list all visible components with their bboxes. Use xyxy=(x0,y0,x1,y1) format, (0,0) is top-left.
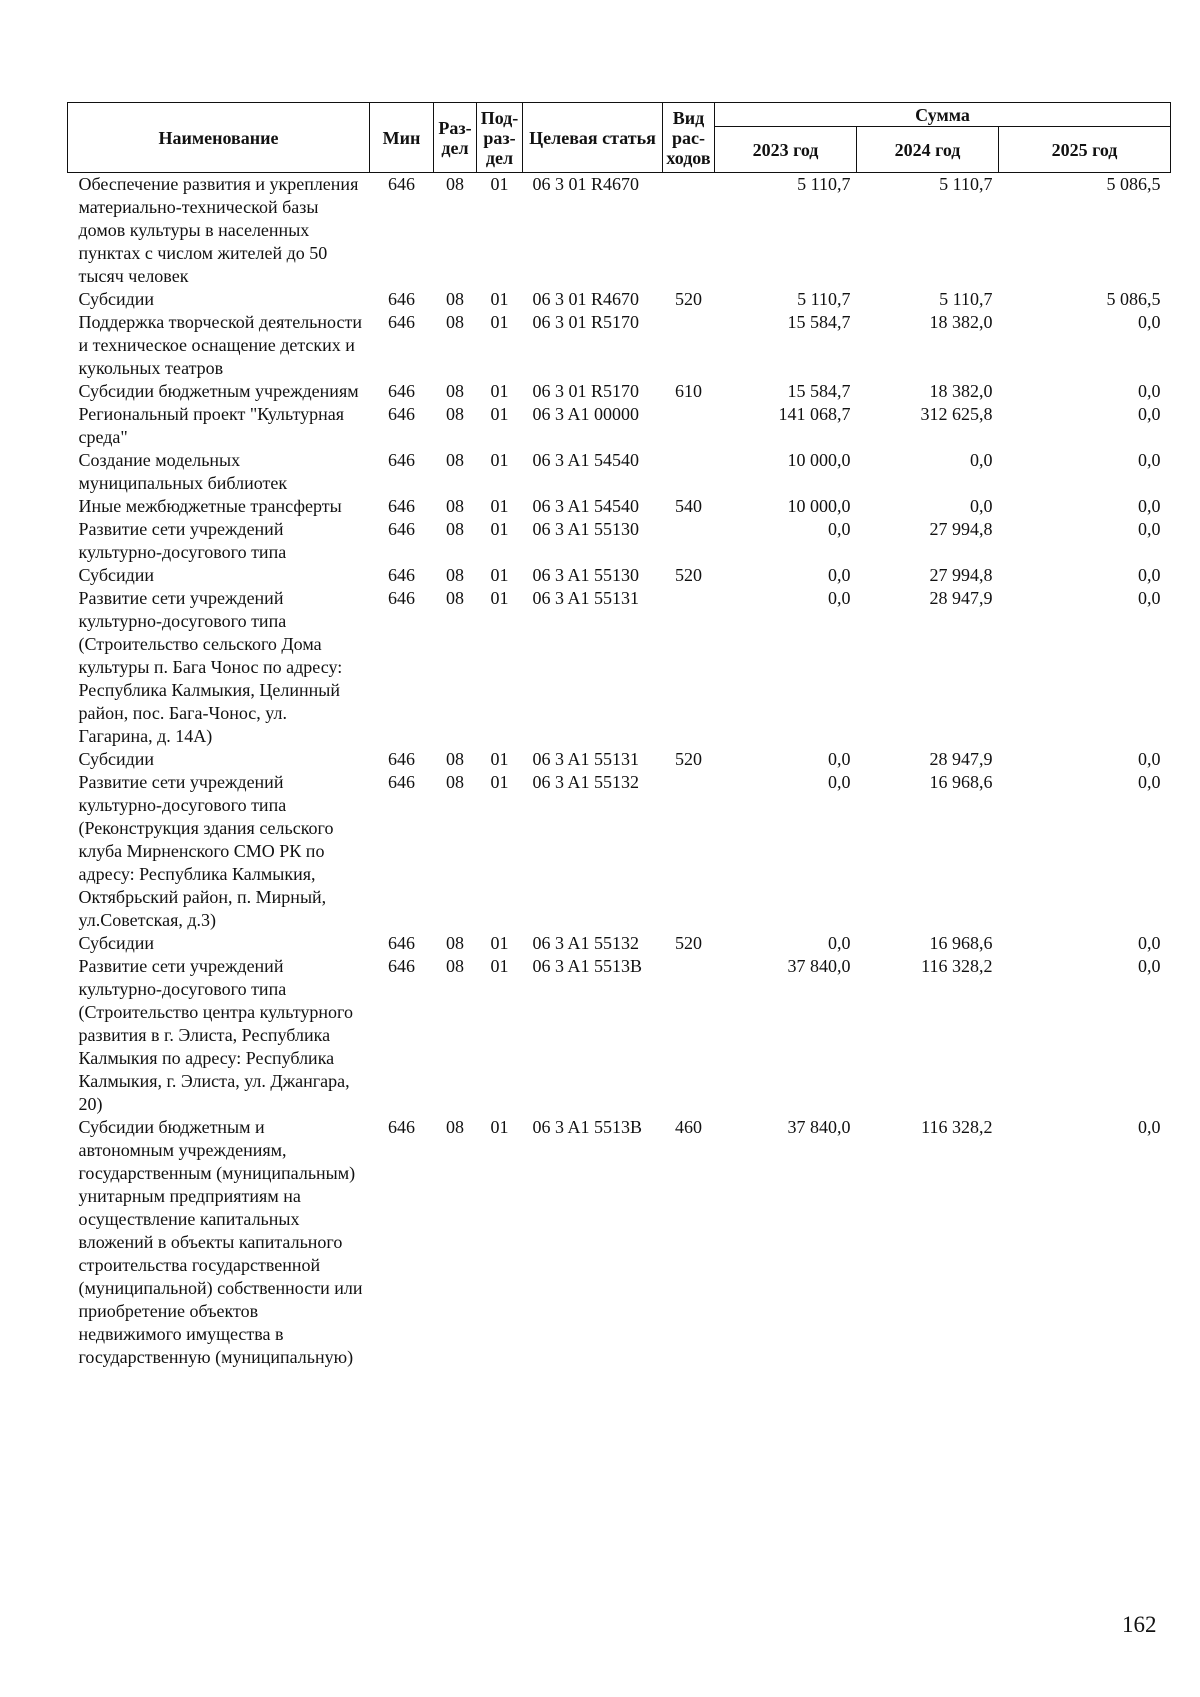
row-razdel: 08 xyxy=(446,933,464,953)
row-sum-2023: 0,0 xyxy=(828,772,851,792)
row-expense-type: 520 xyxy=(675,565,702,585)
row-podrazdel: 01 xyxy=(490,381,509,401)
table-row xyxy=(68,771,1171,932)
row-razdel: 08 xyxy=(446,496,464,516)
row-name: Субсидии бюджетным учреждениям xyxy=(78,381,359,401)
row-sum-2024: 116 328,2 xyxy=(921,1117,993,1137)
row-expense-type: 540 xyxy=(675,496,702,516)
row-name: Обеспечение развития и укрепления материально-технической базы домов культуры в населенных пунктах с числом жителей до 50 тысяч человек xyxy=(78,174,359,286)
row-min: 646 xyxy=(388,956,415,976)
row-min: 646 xyxy=(388,404,415,424)
row-podrazdel: 01 xyxy=(490,588,509,608)
row-podrazdel: 01 xyxy=(490,289,509,309)
row-name: Поддержка творческой деятельности и техническое оснащение детских и кукольных театров xyxy=(78,312,362,378)
table-row xyxy=(68,748,1171,771)
row-razdel: 08 xyxy=(446,381,464,401)
row-sum-2025: 0,0 xyxy=(1138,312,1161,332)
row-sum-2025: 0,0 xyxy=(1138,381,1161,401)
row-min: 646 xyxy=(388,749,415,769)
table-row xyxy=(68,288,1171,311)
row-target-article: 06 3 A1 5513В xyxy=(532,1117,643,1137)
row-min: 646 xyxy=(388,174,415,194)
row-sum-2024: 27 994,8 xyxy=(929,565,993,585)
row-target-article: 06 3 01 R5170 xyxy=(532,312,640,332)
row-sum-2024: 18 382,0 xyxy=(929,312,993,332)
row-name: Развитие сети учреждений культурно-досугового типа (Реконструкция здания сельского клуба Мирненского СМО РК по адресу: Республика Калмыкия, Октябрьский район, п. Мирный, ул.Советская, д.3) xyxy=(78,772,334,930)
row-podrazdel: 01 xyxy=(490,933,509,953)
row-min: 646 xyxy=(388,381,415,401)
row-name: Развитие сети учреждений культурно-досугового типа (Строительство центра культурного развития в г. Элиста, Республика Калмыкия по адресу: Республика Калмыкия, г. Элиста, ул. Джангара, 20) xyxy=(78,956,353,1114)
row-sum-2023: 5 110,7 xyxy=(797,174,851,194)
page-number: 162 xyxy=(1122,1612,1157,1637)
table-header xyxy=(68,103,1171,173)
table-row xyxy=(68,403,1171,449)
row-sum-2024: 5 110,7 xyxy=(939,289,993,309)
row-min: 646 xyxy=(388,1117,415,1137)
row-expense-type xyxy=(663,771,715,932)
row-sum-2024: 28 947,9 xyxy=(929,588,993,608)
row-sum-2023: 10 000,0 xyxy=(787,496,851,516)
row-podrazdel: 01 xyxy=(490,565,509,585)
row-expense-type xyxy=(663,311,715,380)
row-podrazdel: 01 xyxy=(490,404,509,424)
row-expense-type xyxy=(663,403,715,449)
row-min: 646 xyxy=(388,450,415,470)
row-target-article: 06 3 A1 5513В xyxy=(532,956,643,976)
row-sum-2024: 116 328,2 xyxy=(921,956,993,976)
row-name: Субсидии xyxy=(78,565,155,585)
row-sum-2024: 0,0 xyxy=(970,450,993,470)
row-min: 646 xyxy=(388,496,415,516)
row-name: Развитие сети учреждений культурно-досугового типа (Строительство сельского Дома культуры п. Бага Чонос по адресу: Республика Калмыкия, Целинный район, пос. Бага-Чонос, ул. Гагарина, д. 14А) xyxy=(78,588,343,746)
row-sum-2023: 0,0 xyxy=(828,749,851,769)
row-target-article: 06 3 A1 00000 xyxy=(532,404,640,424)
table-row xyxy=(68,380,1171,403)
row-min: 646 xyxy=(388,588,415,608)
row-target-article: 06 3 A1 55130 xyxy=(532,565,640,585)
table-body xyxy=(68,173,1171,1370)
row-podrazdel: 01 xyxy=(490,772,509,792)
row-expense-type: 520 xyxy=(675,749,702,769)
row-razdel: 08 xyxy=(446,1117,464,1137)
row-podrazdel: 01 xyxy=(490,956,509,976)
row-name: Создание модельных муниципальных библиотек xyxy=(78,450,288,493)
row-name: Региональный проект "Культурная среда" xyxy=(78,404,345,447)
row-target-article: 06 3 A1 55130 xyxy=(532,519,640,539)
row-sum-2024: 5 110,7 xyxy=(939,174,993,194)
header-year-2025: 2025 год xyxy=(999,127,1171,173)
header-razdel: Раз-дел xyxy=(434,103,477,173)
row-target-article: 06 3 A1 54540 xyxy=(532,496,640,516)
table-row xyxy=(68,449,1171,495)
row-sum-2023: 37 840,0 xyxy=(787,956,851,976)
row-sum-2025: 0,0 xyxy=(1138,956,1161,976)
header-vid: Вид рас-ходов xyxy=(663,103,715,173)
row-name: Развитие сети учреждений культурно-досугового типа xyxy=(78,519,287,562)
row-target-article: 06 3 A1 55132 xyxy=(532,933,640,953)
row-sum-2024: 28 947,9 xyxy=(929,749,993,769)
row-sum-2023: 15 584,7 xyxy=(787,312,851,332)
table-row xyxy=(68,1116,1171,1369)
row-podrazdel: 01 xyxy=(490,1117,509,1137)
row-sum-2024: 27 994,8 xyxy=(929,519,993,539)
row-sum-2023: 0,0 xyxy=(828,519,851,539)
row-target-article: 06 3 A1 54540 xyxy=(532,450,640,470)
table-row xyxy=(68,564,1171,587)
row-sum-2023: 0,0 xyxy=(828,933,851,953)
row-min: 646 xyxy=(388,289,415,309)
row-razdel: 08 xyxy=(446,404,464,424)
row-sum-2024: 312 625,8 xyxy=(920,404,993,424)
row-expense-type: 460 xyxy=(675,1117,702,1137)
row-expense-type xyxy=(663,449,715,495)
row-podrazdel: 01 xyxy=(490,174,509,194)
row-razdel: 08 xyxy=(446,749,464,769)
row-sum-2024: 18 382,0 xyxy=(929,381,993,401)
row-name: Субсидии xyxy=(78,749,155,769)
row-target-article: 06 3 A1 55131 xyxy=(532,749,640,769)
table-row xyxy=(68,955,1171,1116)
row-expense-type: 520 xyxy=(675,933,702,953)
row-razdel: 08 xyxy=(446,289,464,309)
row-sum-2025: 0,0 xyxy=(1138,1117,1161,1137)
row-podrazdel: 01 xyxy=(490,312,509,332)
row-min: 646 xyxy=(388,312,415,332)
row-sum-2025: 5 086,5 xyxy=(1106,174,1161,194)
header-sum: Сумма xyxy=(715,103,1171,127)
row-expense-type xyxy=(663,518,715,564)
row-sum-2025: 0,0 xyxy=(1138,496,1161,516)
row-sum-2024: 16 968,6 xyxy=(929,772,993,792)
row-sum-2024: 0,0 xyxy=(970,496,993,516)
header-min: Мин xyxy=(370,103,434,173)
row-name: Субсидии xyxy=(78,289,155,309)
row-expense-type xyxy=(663,587,715,748)
row-expense-type xyxy=(663,955,715,1116)
row-razdel: 08 xyxy=(446,450,464,470)
row-sum-2023: 37 840,0 xyxy=(787,1117,851,1137)
row-expense-type xyxy=(663,173,715,289)
row-name: Иные межбюджетные трансферты xyxy=(78,496,342,516)
table-row xyxy=(68,173,1171,289)
header-year-2023: 2023 год xyxy=(715,127,857,173)
table-row xyxy=(68,587,1171,748)
header-target: Целевая статья xyxy=(523,103,663,173)
row-razdel: 08 xyxy=(446,588,464,608)
row-razdel: 08 xyxy=(446,565,464,585)
row-podrazdel: 01 xyxy=(490,496,509,516)
row-sum-2025: 0,0 xyxy=(1138,933,1161,953)
row-name: Субсидии бюджетным и автономным учреждениям, государственным (муниципальным) унитарным предприятиям на осуществление капитальных вложений в объекты капитального строительства государственной (муниципальной) собственности или приобретение объектов недвижимого имущества в государственную (муниципальную) xyxy=(78,1117,363,1367)
row-podrazdel: 01 xyxy=(490,519,509,539)
table-row xyxy=(68,518,1171,564)
row-name: Субсидии xyxy=(78,933,155,953)
row-target-article: 06 3 01 R5170 xyxy=(532,381,640,401)
row-podrazdel: 01 xyxy=(490,749,509,769)
row-min: 646 xyxy=(388,519,415,539)
table-row xyxy=(68,495,1171,518)
row-sum-2023: 15 584,7 xyxy=(787,381,851,401)
header-name: Наименование xyxy=(68,103,370,173)
row-target-article: 06 3 A1 55132 xyxy=(532,772,640,792)
row-sum-2024: 16 968,6 xyxy=(929,933,993,953)
row-podrazdel: 01 xyxy=(490,450,509,470)
row-sum-2025: 0,0 xyxy=(1138,519,1161,539)
row-sum-2025: 0,0 xyxy=(1138,749,1161,769)
row-razdel: 08 xyxy=(446,312,464,332)
row-target-article: 06 3 01 R4670 xyxy=(532,289,640,309)
header-year-2024: 2024 год xyxy=(857,127,999,173)
row-sum-2025: 0,0 xyxy=(1138,450,1161,470)
row-sum-2025: 0,0 xyxy=(1138,588,1161,608)
row-sum-2025: 0,0 xyxy=(1138,565,1161,585)
row-target-article: 06 3 A1 55131 xyxy=(532,588,640,608)
row-expense-type: 610 xyxy=(675,381,702,401)
header-podrazdel: Под-раз-дел xyxy=(477,103,523,173)
row-razdel: 08 xyxy=(446,772,464,792)
row-expense-type: 520 xyxy=(675,289,702,309)
row-sum-2025: 0,0 xyxy=(1138,404,1161,424)
row-razdel: 08 xyxy=(446,174,464,194)
row-min: 646 xyxy=(388,565,415,585)
row-razdel: 08 xyxy=(446,956,464,976)
row-target-article: 06 3 01 R4670 xyxy=(532,174,640,194)
table-row xyxy=(68,932,1171,955)
row-sum-2025: 0,0 xyxy=(1138,772,1161,792)
row-sum-2023: 0,0 xyxy=(828,588,851,608)
row-sum-2023: 141 068,7 xyxy=(778,404,851,424)
table-row xyxy=(68,311,1171,380)
row-min: 646 xyxy=(388,933,415,953)
budget-table xyxy=(67,102,1171,1369)
row-min: 646 xyxy=(388,772,415,792)
row-razdel: 08 xyxy=(446,519,464,539)
row-sum-2025: 5 086,5 xyxy=(1106,289,1161,309)
row-sum-2023: 0,0 xyxy=(828,565,851,585)
row-sum-2023: 10 000,0 xyxy=(787,450,851,470)
row-sum-2023: 5 110,7 xyxy=(797,289,851,309)
